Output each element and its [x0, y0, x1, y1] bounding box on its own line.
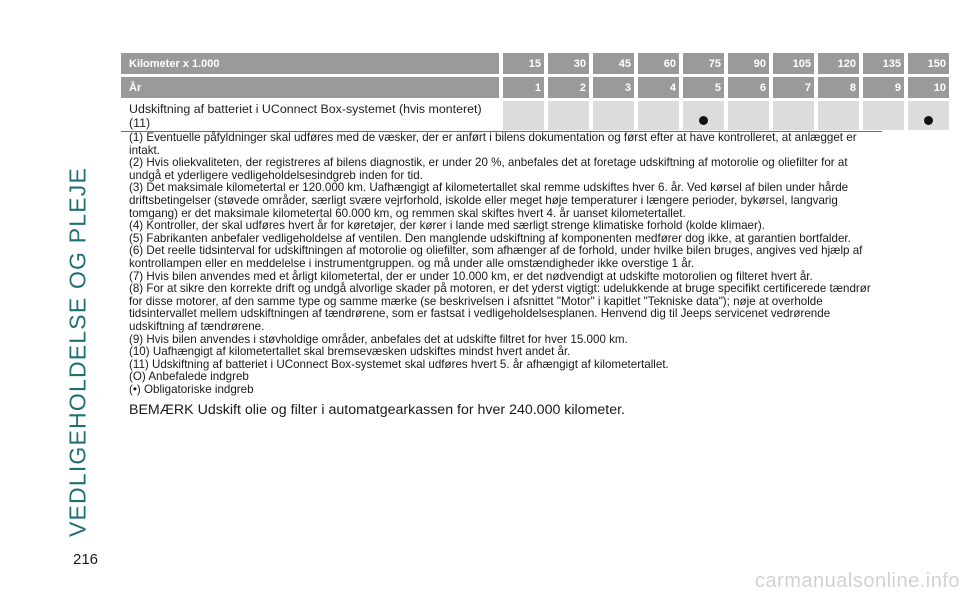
footnote: (3) Det maksimale kilometertal er 120.000 km. Uafhængigt af kilometertallet skal remme udskiftes hver 6. år. Ved kørsel af bilen under hårde driftsbetingelser (støvede områder, særligt svære vejrforhold, iskolde eller meget høje temperaturer i længere perioder, bykørsel, langvarig tomgang) er det maksimale kilometertal 60.000 km, og remmen skal skiftes hvert 4. år uanset kilometertallet. — [129, 181, 849, 220]
year-header-cell: 5 — [683, 77, 724, 98]
interval-cell — [548, 101, 589, 130]
year-header-cell: 3 — [593, 77, 634, 98]
km-header-cell: 120 — [818, 53, 859, 74]
interval-cell — [728, 101, 769, 130]
km-header-row — [121, 53, 949, 74]
interval-cell — [638, 101, 679, 130]
footnote: (6) Det reelle tidsinterval for udskiftningen af motorolie og oliefilter, som afhænger af de forhold, under hvilke bilen bruges, angives ved hjælp af kontrollampen eller en meddelelse i instrumentgruppen. og må under alle omstændigheder ikke overstige 1 år. — [129, 244, 863, 270]
footnote: (9) Hvis bilen anvendes i støvholdige områder, anbefales det at udskifte filtret for hver 15.000 km. — [129, 332, 628, 346]
battery-replacement-row — [121, 101, 949, 130]
filled-dot-icon — [699, 116, 708, 125]
row-description: Udskiftning af batteriet i UConnect Box-systemet (hvis monteret) (11) — [129, 101, 482, 130]
year-header-cell: 7 — [773, 77, 814, 98]
km-header-cell: 105 — [773, 53, 814, 74]
interval-cell — [773, 101, 814, 130]
km-header-cell: 75 — [683, 53, 724, 74]
year-header-cell: 9 — [863, 77, 904, 98]
footnote: (2) Hvis oliekvaliteten, der registreres af bilens diagnostik, er under 20 %, anbefales det at foretage udskiftning af motorolie og oliefilter for at undgå et yderligere vedligeholdelsesindgreb inden for tid. — [129, 156, 848, 182]
footnote: (O) Anbefalede indgreb — [129, 370, 249, 384]
year-header-cell: 1 — [503, 77, 544, 98]
year-header-cell: 6 — [728, 77, 769, 98]
footnote: (7) Hvis bilen anvendes med et årligt kilometertal, der er under 10.000 km, er det nødvendigt at udskifte motorolien og filteret hvert år. — [129, 269, 813, 283]
footnote: (11) Udskiftning af batteriet i UConnect Box-systemet skal udføres hvert 5. år afhængigt af kilometertallet. — [129, 357, 669, 371]
km-header-cell: 15 — [503, 53, 544, 74]
interval-cell — [818, 101, 859, 130]
page-number: 216 — [73, 551, 99, 568]
year-header-cell: 2 — [548, 77, 589, 98]
interval-cell — [683, 101, 724, 130]
interval-cell — [593, 101, 634, 130]
footnotes — [129, 132, 882, 396]
km-header-cell: 135 — [863, 53, 904, 74]
km-header-cell: 60 — [638, 53, 679, 74]
footnote: (5) Fabrikanten anbefaler vedligeholdelse af ventilen. Den manglende udskiftning af komponenten medfører dog ikke, at garantien bortfalder. — [129, 231, 851, 245]
site-watermark: carmanualsonline.info — [754, 570, 960, 592]
footnote: (8) For at sikre den korrekte drift og undgå alvorlige skader på motoren, er det yderst vigtigt: udelukkende at bruge specifikt certificerede tændrør for disse motorer, af den samme type og samme mærke (se beskrivelsen i afsnittet "Motor" i kapitlet "Tekniske data"); nøje at overholde tidsintervallet mellem udskiftningen af tændrørene, som er fastsat i vedligeholdelsesplanen. Henvend dig til Jeeps servicenet vedrørende udskiftning af tændrørene. — [129, 282, 871, 333]
year-header-cell: 8 — [818, 77, 859, 98]
year-header-cell: 4 — [638, 77, 679, 98]
filled-dot-icon — [924, 116, 933, 125]
interval-cell — [863, 101, 904, 130]
km-header-cell: 45 — [593, 53, 634, 74]
maintenance-schedule-table — [117, 50, 953, 133]
year-header-cell: 10 — [908, 77, 949, 98]
km-header-label: Kilometer x 1.000 — [121, 53, 499, 74]
remark-note: BEMÆRK Udskift olie og filter i automatgearkassen for hver 240.000 kilometer. — [129, 402, 626, 418]
km-header-cell: 90 — [728, 53, 769, 74]
km-header-cell: 150 — [908, 53, 949, 74]
year-header-label: År — [121, 77, 499, 98]
footnote: (10) Uafhængigt af kilometertallet skal bremsevæsken udskiftes mindst hvert andet år. — [129, 345, 571, 359]
interval-cell — [908, 101, 949, 130]
interval-cell — [503, 101, 544, 130]
year-header-row — [121, 77, 949, 98]
footnote: (•) Obligatoriske indgreb — [129, 382, 254, 396]
chapter-side-title: VEDLIGEHOLDELSE OG PLEJE — [64, 166, 91, 538]
footnote: (4) Kontroller, der skal udføres hvert år for køretøjer, der kører i lande med særligt strenge klimatiske forhold (kolde klimaer). — [129, 219, 765, 233]
km-header-cell: 30 — [548, 53, 589, 74]
footnote: (1) Eventuelle påfyldninger skal udføres med de væsker, der er anført i bilens dokumentation og først efter at have kontrolleret, at anlægget er intakt. — [129, 131, 857, 157]
